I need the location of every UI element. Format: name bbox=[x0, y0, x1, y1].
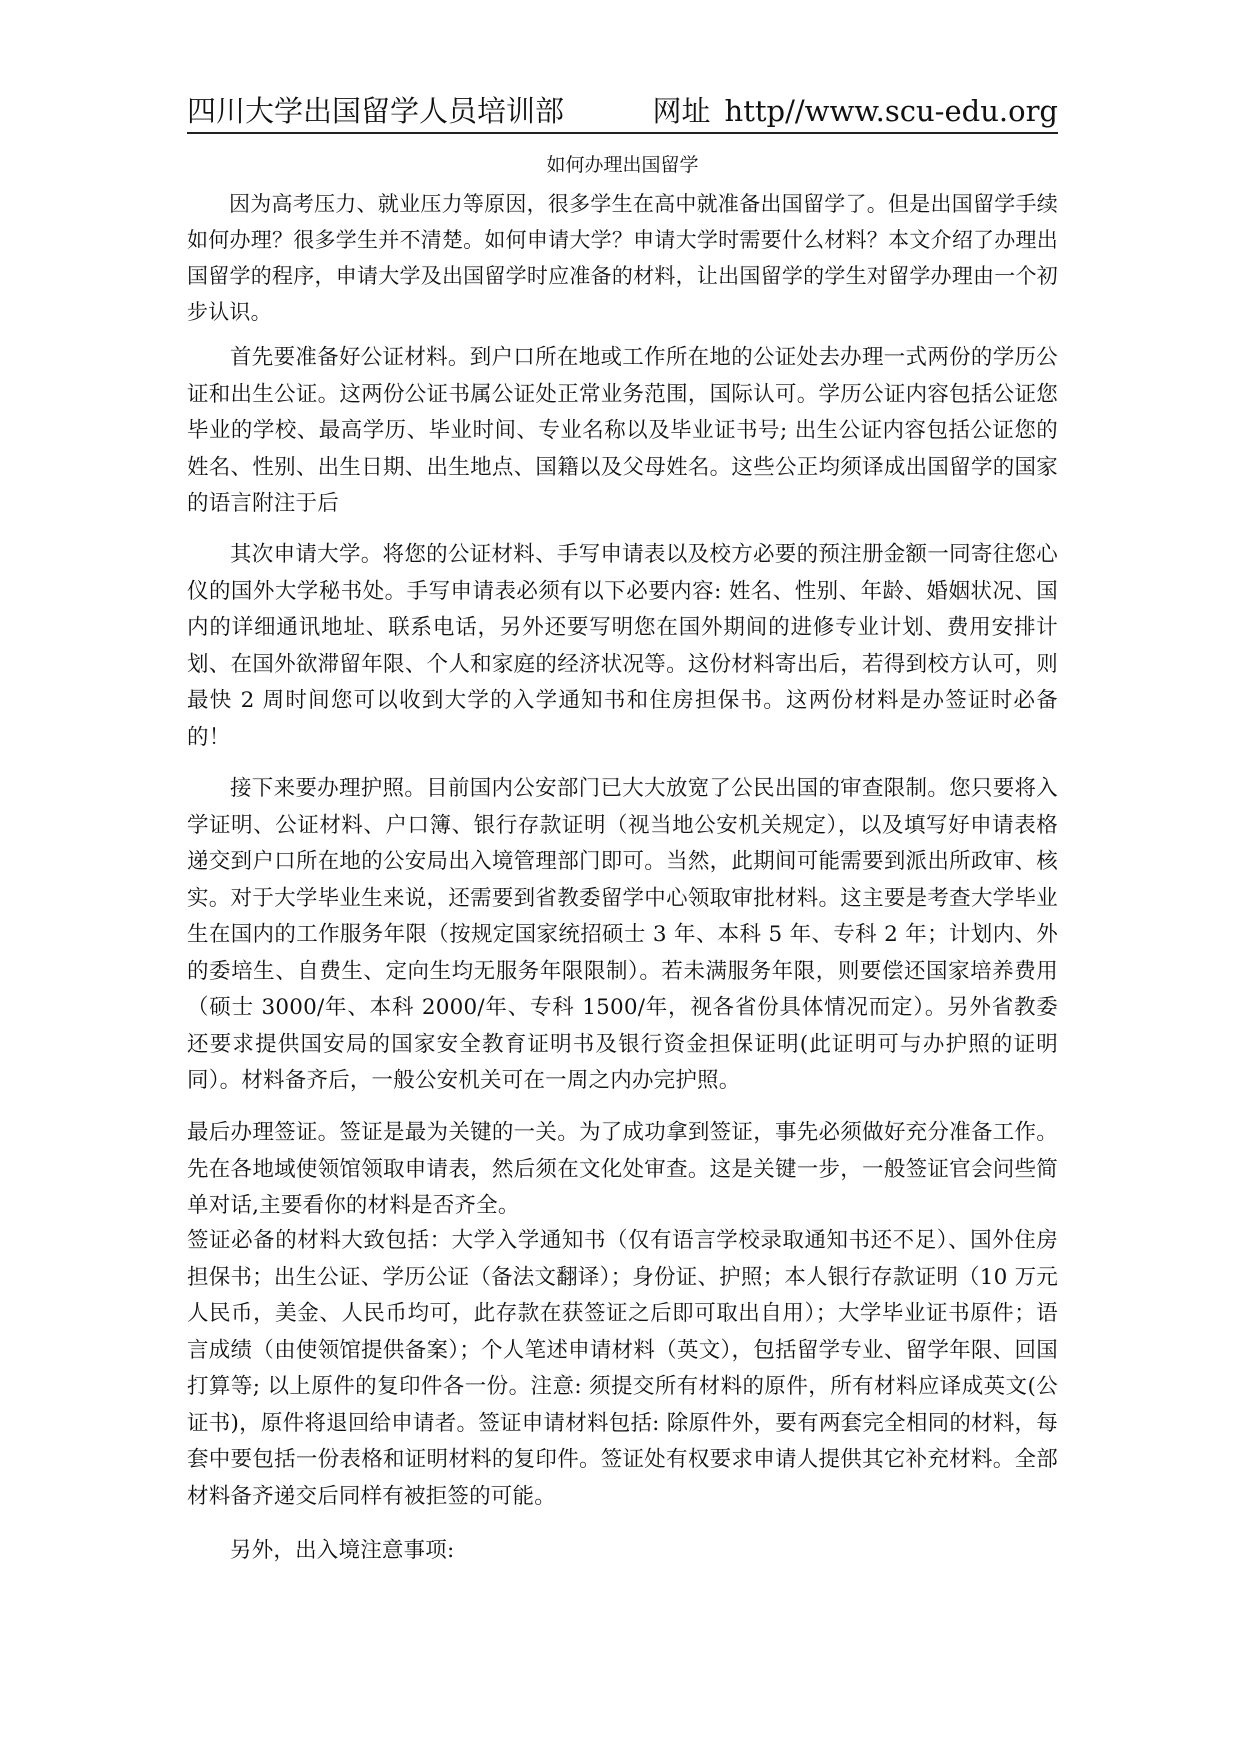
paragraph-visa-materials: 签证必备的材料大致包括：大学入学通知书（仅有语言学校录取通知书还不足）、国外住房担保书；出生公证、学历公证（备法文翻译）；身份证、护照；本人银行存款证明（10 万元人民币，美金、人民币均可，此存款在获签证之后即可取出自用）；大学毕业证书原件；语言成绩（由使领馆提供备案）；个人笔述申请材料（英文），包括留学专业、留学年限、回国打算等; 以上原件的复印件各一份。注意: 须提交所有材料的原件，所有材料应译成英文(公证书)，原件将退回给申请者。签证申请材料包括: 除原件外，要有两套完全相同的材料，每套中要包括一份表格和证明材料的复印件。签证处有权要求申请人提供其它补充材料。全部材料备齐递交后同样有被拒签的可能。 bbox=[187, 1228, 1058, 1509]
intro-paragraph: 因为高考压力、就业压力等原因，很多学生在高中就准备出国留学了。但是出国留学手续如何办理？很多学生并不清楚。如何申请大学？申请大学时需要什么材料？本文介绍了办理出国留学的程序，申请大学及出国留学时应准备的材料，让出国留学的学生对留学办理由一个初步认识。 bbox=[187, 192, 1058, 324]
paragraph-university-application-block bbox=[187, 537, 1058, 756]
header-site-url: http//www.scu-edu.org bbox=[724, 94, 1058, 128]
paragraph-notarization: 首先要准备好公证材料。到户口所在地或工作所在地的公证处去办理一式两份的学历公证和出生公证。这两份公证书属公证处正常业务范围，国际认可。学历公证内容包括公证您毕业的学校、最高学历、毕业时间、专业名称以及毕业证书号; 出生公证内容包括公证您的姓名、性别、出生日期、出生地点、国籍以及父母姓名。这些公正均须译成出国留学的国家的语言附注于后 bbox=[187, 345, 1058, 516]
header-org-name: 四川大学出国留学人员培训部 bbox=[187, 94, 565, 128]
header-divider bbox=[187, 132, 1058, 134]
paragraph-notarization-block bbox=[187, 340, 1058, 523]
header-website bbox=[653, 92, 1058, 130]
paragraph-visa: 最后办理签证。签证是最为关键的一关。为了成功拿到签证，事先必须做好充分准备工作。先在各地域使领馆领取申请表，然后须在文化处审查。这是关键一步，一般签证官会问些简单对话,主要看你的材料是否齐全。 bbox=[187, 1120, 1058, 1218]
paragraph-visa-materials-block bbox=[187, 1223, 1058, 1515]
paragraph-passport-block bbox=[187, 771, 1058, 1100]
paragraph-university-application: 其次申请大学。将您的公证材料、手写申请表以及校方必要的预注册金额一同寄往您心仪的国外大学秘书处。手写申请表必须有以下必要内容: 姓名、性别、年龄、婚姻状况、国内的详细通讯地址、联系电话，另外还要写明您在国外期间的进修专业计划、费用安排计划、在国外欲滞留年限、个人和家庭的经济状况等。这份材料寄出后，若得到校方认可，则最快 2 周时间您可以收到大学的入学通知书和住房担保书。这两份材料是办签证时必备的！ bbox=[187, 542, 1058, 750]
paragraph-entry-exit-block bbox=[187, 1533, 1058, 1570]
intro-block bbox=[187, 186, 1058, 330]
header-site-label: 网址 bbox=[652, 94, 711, 128]
paragraph-passport: 接下来要办理护照。目前国内公安部门已大大放宽了公民出国的审查限制。您只要将入学证明、公证材料、户口簿、银行存款证明（视当地公安机关规定），以及填写好申请表格递交到户口所在地的公安局出入境管理部门即可。当然，此期间可能需要到派出所政审、核实。对于大学毕业生来说，还需要到省教委留学中心领取审批材料。这主要是考查大学毕业生在国内的工作服务年限（按规定国家统招硕士 3 年、本科 5 年、专科 2 年；计划内、外的委培生、自费生、定向生均无服务年限限制）。若未满服务年限，则要偿还国家培养费用（硕士 3000/年、本科 2000/年、专科 1500/年，视各省份具体情况而定）。另外省教委还要求提供国安局的国家安全教育证明书及银行资金担保证明(此证明可与办护照的证明同）。材料备齐后，一般公安机关可在一周之内办完护照。 bbox=[187, 776, 1058, 1093]
page-header bbox=[187, 88, 1058, 130]
paragraph-visa-block bbox=[187, 1115, 1058, 1225]
paragraph-entry-exit-notes: 另外，出入境注意事项: bbox=[230, 1538, 455, 1563]
document-title: 如何办理出国留学 bbox=[546, 154, 699, 176]
